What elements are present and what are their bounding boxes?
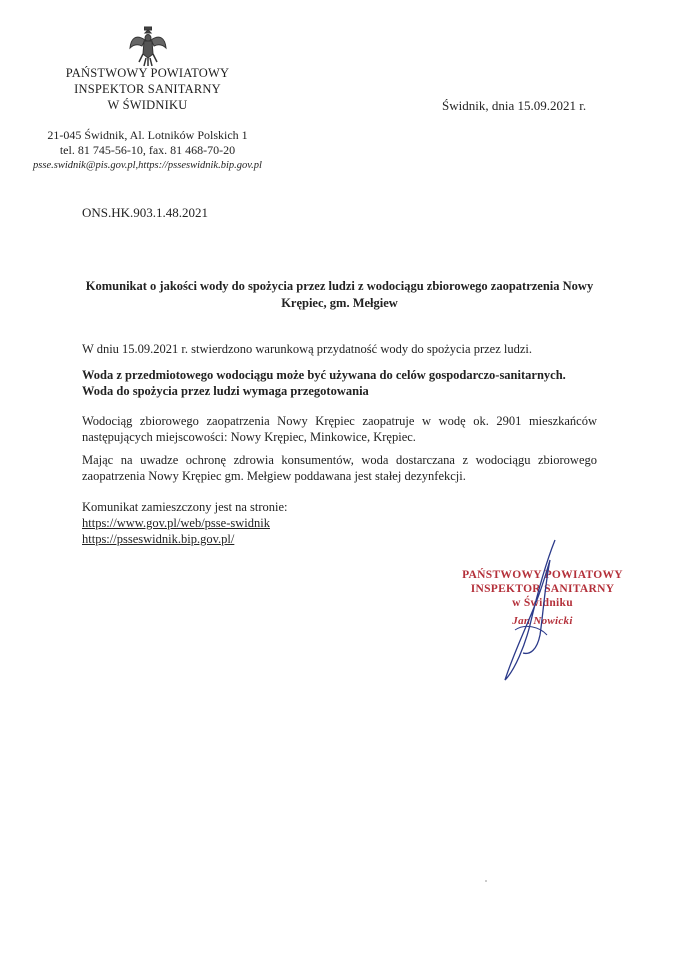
issuer-line-2: INSPEKTOR SANITARNY (74, 82, 221, 96)
issuer-name (40, 65, 255, 113)
links-intro: Komunikat zamieszczony jest na stronie: (82, 500, 288, 514)
warning-line-1: Woda z przedmiotowego wodociągu może być używana do celów gospodarczo-sanitarnych. (82, 368, 566, 382)
stamp-line-2: INSPEKTOR SANITARNY (470, 583, 615, 595)
scan-speck (485, 880, 487, 882)
title-line-1: Komunikat o jakości wody do spożycia przez ludzi z wodociągu zbiorowego zaopatrzenia Nowy (85, 279, 594, 293)
warning-line-2: Woda do spożycia przez ludzi wymaga przegotowania (82, 384, 369, 398)
handwritten-signature (485, 535, 575, 685)
stamp-line-3: w Świdniku (512, 597, 573, 609)
phone-fax-line: tel. 81 745-56-10, fax. 81 468-70-20 (59, 143, 236, 157)
polish-eagle-icon (128, 24, 168, 68)
paragraph-warning (82, 367, 597, 399)
reference-number: ONS.HK.903.1.48.2021 (82, 205, 209, 220)
title-line-2: Krępiec, gm. Mełgiew (281, 296, 398, 310)
email-web-line: psse.swidnik@pis.gov.pl,https://psseswidnik.bip.gov.pl (33, 160, 262, 171)
link-gov-pl[interactable]: https://www.gov.pl/web/psse-swidnik (82, 516, 270, 530)
document-title (82, 278, 597, 312)
issuer-line-1: PAŃSTWOWY POWIATOWY (65, 66, 230, 80)
issuer-line-3: W ŚWIDNIKU (107, 98, 188, 112)
paragraph-supply-area: Wodociąg zbiorowego zaopatrzenia Nowy Krępiec zaopatruje w wodę ok. 2901 mieszkańców następujących miejscowości: Nowy Krępiec, Minkowice, Krępiec. (82, 414, 597, 444)
paragraph-disinfection: Mając na uwadze ochronę zdrowia konsumentów, woda dostarczana z wodociągu zbiorowego zaopatrzenia Nowy Krępiec gm. Mełgiew poddawana jest stałej dezynfekcji. (82, 453, 597, 483)
place-date: Świdnik, dnia 15.09.2021 r. (442, 98, 587, 113)
paragraph-finding: W dniu 15.09.2021 r. stwierdzono warunkową przydatność wody do spożycia przez ludzi. (82, 342, 533, 356)
stamp-line-1: PAŃSTWOWY POWIATOWY (462, 569, 623, 581)
link-bip[interactable]: https://psseswidnik.bip.gov.pl/ (82, 532, 235, 546)
stamp-name: Jan Nowicki (512, 615, 573, 627)
address-line: 21-045 Świdnik, Al. Lotników Polskich 1 (47, 128, 248, 142)
issuer-address (30, 128, 265, 173)
